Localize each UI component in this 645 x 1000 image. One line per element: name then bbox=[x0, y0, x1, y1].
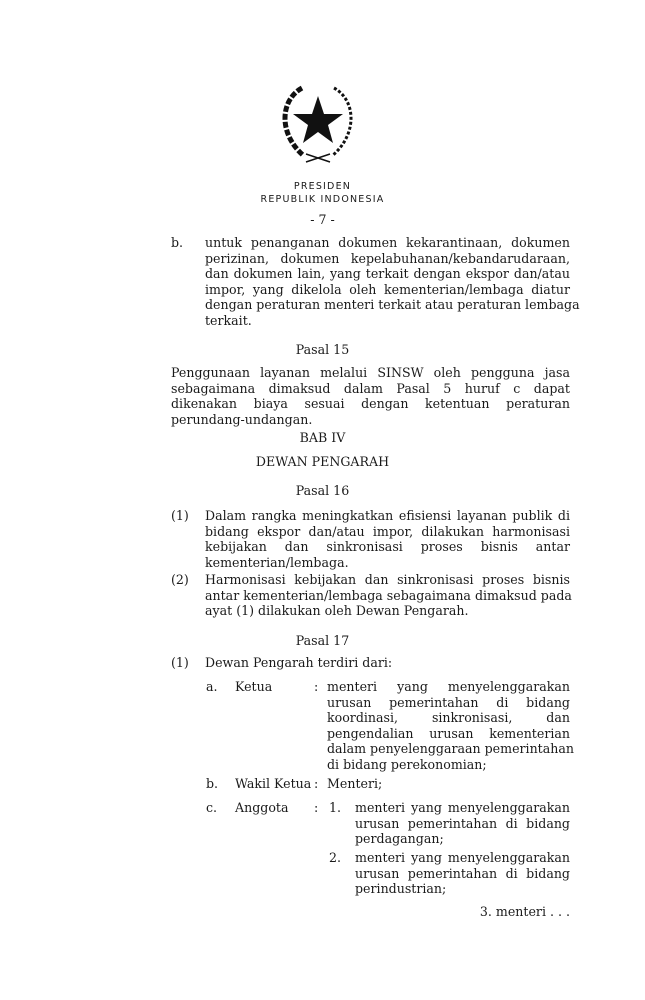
pasal-16-ayat-1 bbox=[205, 508, 570, 570]
ketua-text bbox=[327, 679, 574, 772]
text-line: untuk penanganan dokumen kekarantinaan, dokumen bbox=[205, 235, 570, 250]
text-line: perizinan, dokumen kepelabuhanan/kebandarudaraan, bbox=[205, 250, 570, 266]
text-line: perundang-undangan. bbox=[171, 411, 313, 427]
presidential-emblem-icon bbox=[272, 82, 364, 166]
text-line: ayat (1) dilakukan oleh Dewan Pengarah. bbox=[205, 603, 469, 618]
text-line: terkait. bbox=[205, 312, 252, 328]
page-number: - 7 - bbox=[310, 212, 335, 227]
chapter-subtitle: DEWAN PENGARAH bbox=[255, 454, 390, 469]
member-2-text bbox=[355, 850, 570, 897]
member-number: 1. bbox=[329, 800, 342, 815]
text-line: perindustrian; bbox=[355, 881, 447, 896]
text-line: Dalam rangka meningkatkan efisiensi layanan publik di bbox=[205, 508, 570, 523]
ayat-label: (1) bbox=[171, 508, 189, 523]
pasal-15-text bbox=[171, 365, 570, 427]
text-line: kementerian/lembaga. bbox=[205, 554, 349, 570]
member-number: 2. bbox=[329, 850, 342, 865]
text-line: dan dokumen lain, yang terkait dengan ekspor dan/atau bbox=[205, 266, 570, 281]
ayat-label: (1) bbox=[171, 655, 189, 670]
colon: : bbox=[314, 679, 319, 694]
pasal-17-title: Pasal 17 bbox=[295, 633, 350, 648]
pasal-15-title: Pasal 15 bbox=[295, 342, 350, 357]
header-republic: REPUBLIK INDONESIA bbox=[260, 194, 385, 205]
item-label: c. bbox=[206, 800, 218, 815]
text-line: Penggunaan layanan melalui SINSW oleh pengguna jasa bbox=[171, 365, 570, 380]
ayat-text: Dewan Pengarah terdiri dari: bbox=[205, 655, 393, 670]
text-line: dalam penyelenggaraan pemerintahan bbox=[327, 741, 574, 756]
wakil-ketua-text: Menteri; bbox=[327, 776, 383, 791]
role-label: Ketua bbox=[235, 679, 273, 694]
item-b-text bbox=[205, 235, 580, 328]
text-line: menteri yang menyelenggarakan bbox=[355, 800, 570, 815]
text-line: dikenakan biaya sesuai dengan ketentuan peraturan bbox=[171, 396, 570, 411]
member-1-text bbox=[355, 800, 570, 847]
text-line: urusan pemerintahan di bidang bbox=[355, 815, 570, 831]
header-president: PRESIDEN bbox=[293, 181, 352, 192]
chapter-title: BAB IV bbox=[299, 430, 346, 445]
text-line: bidang ekspor dan/atau impor, dilakukan harmonisasi bbox=[205, 523, 570, 539]
text-line: menteri yang menyelenggarakan bbox=[327, 679, 570, 694]
text-line: antar kementerian/lembaga sebagaimana dimaksud pada bbox=[205, 587, 572, 603]
continuation-catchword: 3. menteri . . . bbox=[479, 904, 570, 919]
role-label: Wakil Ketua bbox=[235, 776, 312, 791]
text-line: kebijakan dan sinkronisasi proses bisnis antar bbox=[205, 539, 570, 554]
text-line: sebagaimana dimaksud dalam Pasal 5 huruf c dapat bbox=[171, 380, 570, 396]
text-line: impor, yang dikelola oleh kementerian/lembaga diatur bbox=[205, 281, 570, 297]
pasal-16-ayat-2 bbox=[205, 572, 570, 619]
text-line: dengan peraturan menteri terkait atau peraturan lembaga bbox=[205, 297, 580, 312]
text-line: perdagangan; bbox=[355, 831, 444, 846]
text-line: pengendalian urusan kementerian bbox=[327, 725, 570, 741]
item-label: a. bbox=[206, 679, 218, 694]
role-label: Anggota bbox=[235, 800, 289, 815]
text-line: di bidang perekonomian; bbox=[327, 756, 487, 772]
pasal-16-title: Pasal 16 bbox=[295, 483, 350, 498]
item-label: b. bbox=[171, 235, 184, 250]
colon: : bbox=[314, 800, 319, 815]
text-line: urusan pemerintahan di bidang bbox=[355, 865, 570, 881]
text-line: koordinasi, sinkronisasi, dan bbox=[327, 710, 570, 725]
text-line: Harmonisasi kebijakan dan sinkronisasi proses bisnis bbox=[205, 572, 570, 587]
text-line: menteri yang menyelenggarakan bbox=[355, 850, 570, 865]
ayat-label: (2) bbox=[171, 572, 189, 587]
colon: : bbox=[314, 776, 319, 791]
item-label: b. bbox=[206, 776, 219, 791]
text-line: urusan pemerintahan di bidang bbox=[327, 694, 570, 710]
